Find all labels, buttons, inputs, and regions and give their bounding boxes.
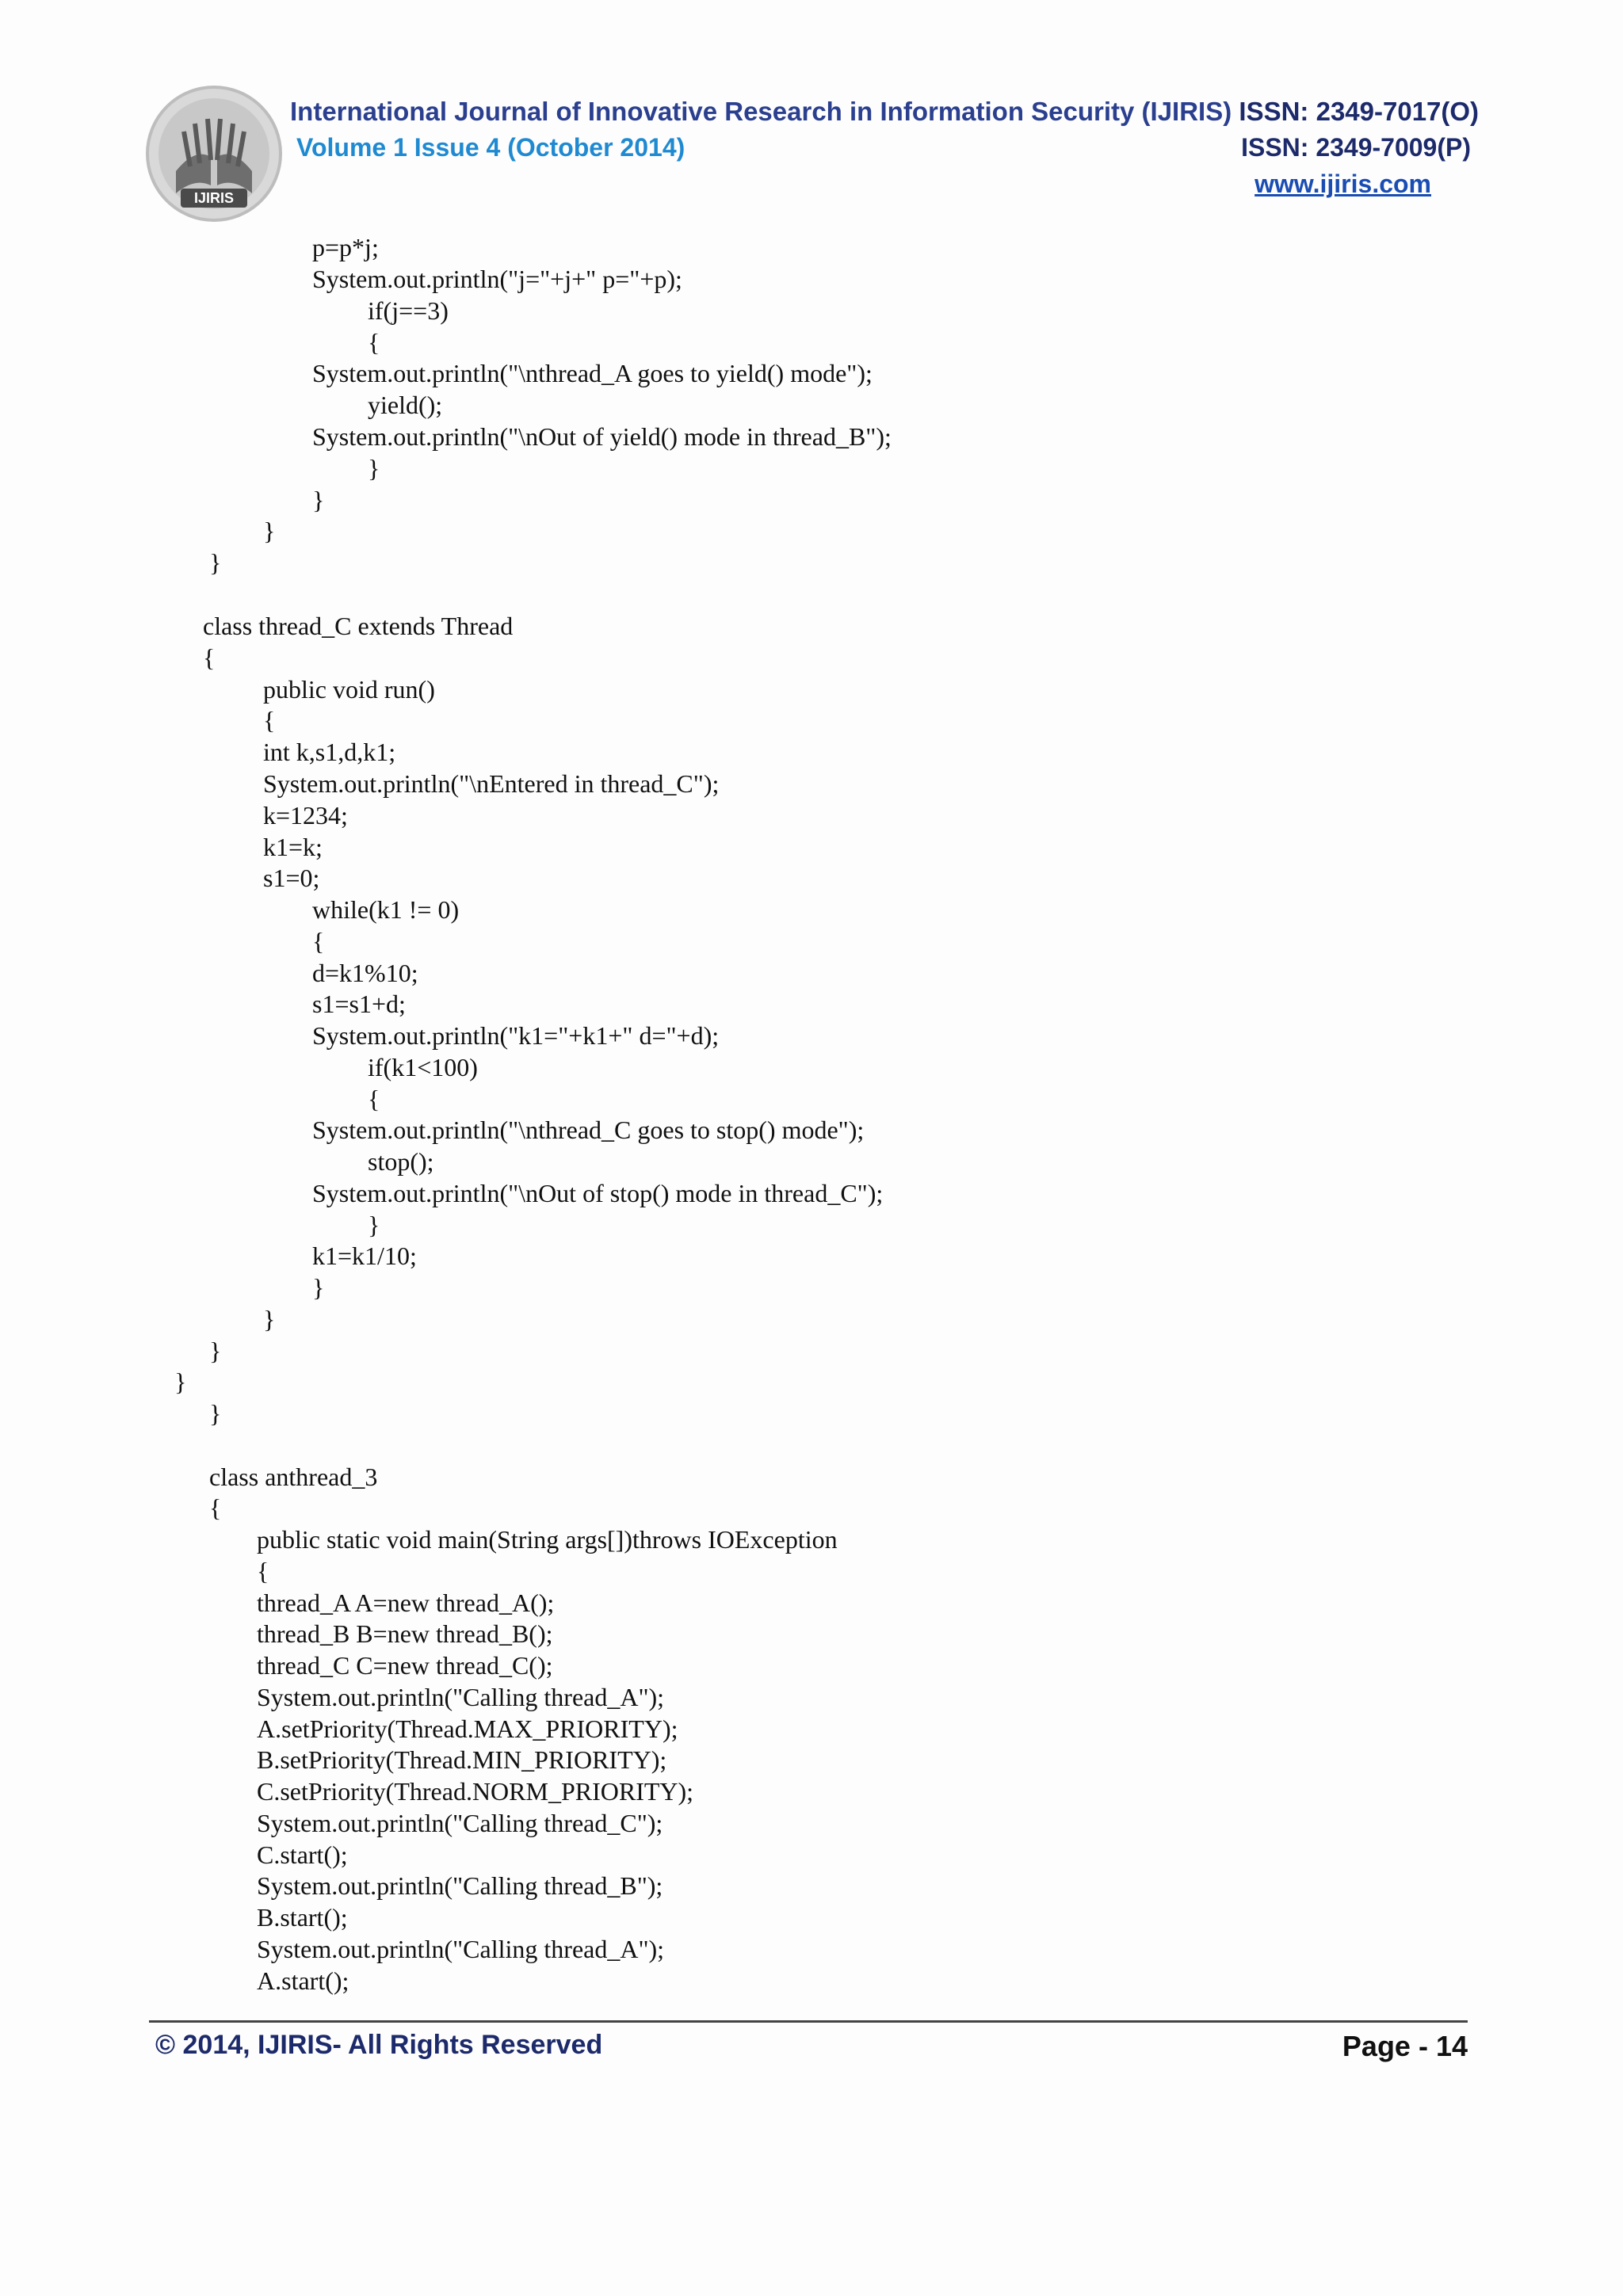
- journal-logo: [144, 84, 284, 223]
- code-line: p=p*j;: [312, 233, 379, 261]
- issn-online: ISSN: 2349-7017(O): [1239, 97, 1480, 126]
- code-line: }: [312, 486, 325, 514]
- code-line: }: [368, 454, 380, 482]
- code-line: System.out.println("Calling thread_B");: [257, 1871, 663, 1900]
- code-line: System.out.println("k1="+k1+" d="+d);: [312, 1021, 720, 1050]
- code-line: A.start();: [257, 1966, 349, 1995]
- code-line: }: [263, 1305, 276, 1333]
- code-line: System.out.println("\nthread_A goes to yield() mode");: [312, 359, 873, 387]
- code-line: thread_A A=new thread_A();: [257, 1589, 555, 1617]
- code-line: }: [174, 1367, 187, 1396]
- code-line: yield();: [368, 391, 443, 419]
- code-line: }: [368, 1211, 380, 1239]
- code-line: System.out.println("j="+j+" p="+p);: [312, 265, 682, 293]
- page-number: Page - 14: [1342, 2030, 1468, 2062]
- code-line: System.out.println("\nOut of stop() mode in thread_C");: [312, 1179, 884, 1207]
- code-line: class anthread_3: [209, 1463, 378, 1491]
- code-line: d=k1%10;: [312, 959, 418, 987]
- code-line: {: [203, 643, 216, 672]
- code-line: while(k1 != 0): [312, 895, 460, 924]
- code-line: System.out.println("\nEntered in thread_C");: [263, 769, 720, 798]
- code-line: B.setPriority(Thread.MIN_PRIORITY);: [257, 1745, 667, 1774]
- code-line: k=1234;: [263, 801, 348, 830]
- code-line: k1=k1/10;: [312, 1241, 417, 1270]
- copyright-notice: © 2014, IJIRIS- All Rights Reserved: [155, 2030, 603, 2060]
- code-line: C.start();: [257, 1840, 348, 1869]
- code-line: class thread_C extends Thread: [203, 612, 514, 640]
- code-line: {: [263, 706, 276, 734]
- code-line: {: [368, 1085, 380, 1113]
- code-line: }: [312, 1273, 325, 1302]
- code-line: public static void main(String args[])throws IOException: [257, 1525, 838, 1554]
- code-line: {: [257, 1557, 269, 1585]
- code-line: }: [209, 1399, 222, 1428]
- code-line: B.start();: [257, 1903, 348, 1932]
- website-link[interactable]: www.ijiris.com: [1254, 170, 1431, 198]
- code-line: s1=0;: [263, 864, 320, 892]
- code-line: thread_B B=new thread_B();: [257, 1619, 553, 1648]
- code-line: stop();: [368, 1147, 434, 1176]
- code-line: if(j==3): [368, 296, 449, 325]
- code-line: System.out.println("Calling thread_A");: [257, 1683, 665, 1711]
- code-line: }: [209, 548, 222, 577]
- code-line: public void run(): [263, 675, 435, 704]
- journal-title: [290, 97, 1479, 127]
- code-line: A.setPriority(Thread.MAX_PRIORITY);: [257, 1714, 678, 1743]
- volume-issue: Volume 1 Issue 4 (October 2014): [296, 133, 685, 162]
- code-line: System.out.println("\nOut of yield() mode in thread_B");: [312, 422, 892, 451]
- code-line: }: [263, 517, 276, 545]
- code-line: {: [312, 927, 325, 955]
- code-line: System.out.println("Calling thread_A");: [257, 1935, 665, 1963]
- logo-text: IJIRIS: [193, 190, 235, 206]
- code-line: thread_C C=new thread_C();: [257, 1651, 553, 1680]
- code-line: System.out.println("\nthread_C goes to stop() mode");: [312, 1116, 865, 1144]
- code-line: {: [209, 1493, 222, 1522]
- footer-divider: [149, 2020, 1468, 2023]
- issn-print: ISSN: 2349-7009(P): [1241, 133, 1471, 162]
- code-line: int k,s1,d,k1;: [263, 738, 396, 766]
- code-line: s1=s1+d;: [312, 990, 406, 1018]
- code-line: k1=k;: [263, 833, 323, 861]
- code-line: }: [209, 1337, 222, 1365]
- code-line: {: [368, 328, 380, 357]
- journal-title-text: International Journal of Innovative Research in Information Security (IJIRIS): [290, 97, 1232, 126]
- code-line: C.setPriority(Thread.NORM_PRIORITY);: [257, 1777, 694, 1806]
- code-line: if(k1<100): [368, 1053, 478, 1081]
- code-line: System.out.println("Calling thread_C");: [257, 1809, 663, 1837]
